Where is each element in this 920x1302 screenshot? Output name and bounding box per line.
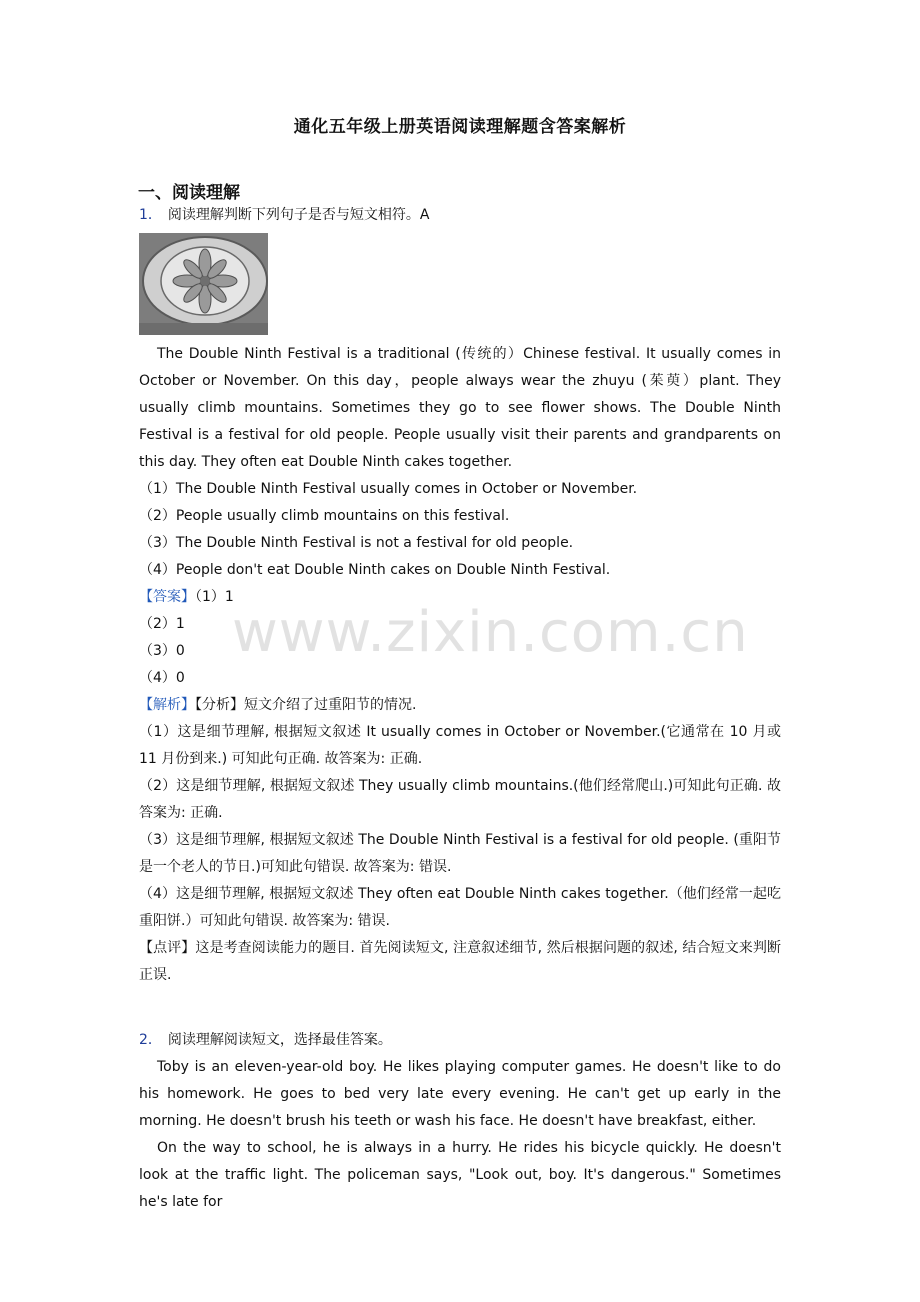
answer-4: （4）0 bbox=[139, 670, 185, 686]
answer-tag: 【答案】 bbox=[139, 589, 195, 605]
answer-line bbox=[139, 584, 781, 611]
analysis-item-1: （1）这是细节理解, 根据短文叙述 It usually comes in October or November.(它通常在 10 月或 11 月份到来.) 可知此句正确. 故答案为: 正确. bbox=[139, 724, 781, 767]
answer-3: （3）0 bbox=[139, 643, 185, 659]
analysis-intro: 【分析】短文介绍了过重阳节的情况. bbox=[195, 697, 417, 713]
mooncake-illustration bbox=[139, 233, 268, 335]
question-2-paragraph-1: Toby is an eleven-year-old boy. He likes playing computer games. He doesn't like to do his homework. He goes to bed very late every evening. He can't get up early in the morning. He doesn't brush his teeth or wash his face. He doesn't have breakfast, either. bbox=[139, 1059, 781, 1129]
answer-2: （2）1 bbox=[139, 616, 185, 632]
answer-1: （1）1 bbox=[195, 589, 234, 605]
analysis-line bbox=[139, 692, 781, 719]
watermark-text: www.zixin.com.cn bbox=[232, 600, 749, 665]
statement-4: （4）People don't eat Double Ninth cakes on Double Ninth Festival. bbox=[139, 562, 611, 578]
question-2-paragraph-2: On the way to school, he is always in a hurry. He rides his bicycle quickly. He doesn't look at the traffic light. The policeman says, "Look out, boy. It's dangerous." Sometimes he's late for bbox=[139, 1140, 781, 1210]
question-2-text: 阅读理解阅读短文，选择最佳答案。 bbox=[167, 1032, 392, 1048]
question-1-number: 1． bbox=[139, 207, 162, 223]
statement-2: （2）People usually climb mountains on this festival. bbox=[139, 508, 510, 524]
mooncake-photo bbox=[139, 233, 268, 335]
analysis-item-2: （2）这是细节理解, 根据短文叙述 They usually climb mountains.(他们经常爬山.)可知此句正确. 故答案为: 正确. bbox=[139, 778, 781, 821]
analysis-item-4: （4）这是细节理解, 根据短文叙述 They often eat Double Ninth cakes together.（他们经常一起吃重阳饼.）可知此句错误. 故答案为: 错误. bbox=[139, 886, 781, 929]
question-1-text: 阅读理解判断下列句子是否与短文相符。A bbox=[167, 207, 430, 223]
statement-1: （1）The Double Ninth Festival usually comes in October or November. bbox=[139, 481, 638, 497]
question-2-prompt bbox=[139, 1027, 781, 1054]
question-1-prompt bbox=[139, 202, 781, 229]
analysis-tag: 【解析】 bbox=[139, 697, 195, 713]
document-title: 通化五年级上册英语阅读理解题含答案解析 bbox=[293, 117, 627, 137]
document-body bbox=[139, 202, 781, 1216]
question-2-number: 2． bbox=[139, 1032, 162, 1048]
comment: 【点评】这是考查阅读能力的题目. 首先阅读短文, 注意叙述细节, 然后根据问题的叙述, 结合短文来判断正误. bbox=[139, 940, 781, 983]
analysis-item-3: （3）这是细节理解, 根据短文叙述 The Double Ninth Festival is a festival for old people. (重阳节是一个老人的节日.)可知此句错误. 故答案为: 错误. bbox=[139, 832, 781, 875]
statement-3: （3）The Double Ninth Festival is not a festival for old people. bbox=[139, 535, 574, 551]
question-1-passage: The Double Ninth Festival is a traditional (传统的）Chinese festival. It usually comes in October or November. On this day，people always wear the zhuyu (茱萸）plant. They usually climb mountains. Sometimes they go to see flower shows. The Double Ninth Festival is a festival for old people. People usually visit their parents and grandparents on this day. They often eat Double Ninth cakes together. bbox=[139, 346, 781, 470]
section-heading: 一、阅读理解 bbox=[138, 183, 240, 203]
